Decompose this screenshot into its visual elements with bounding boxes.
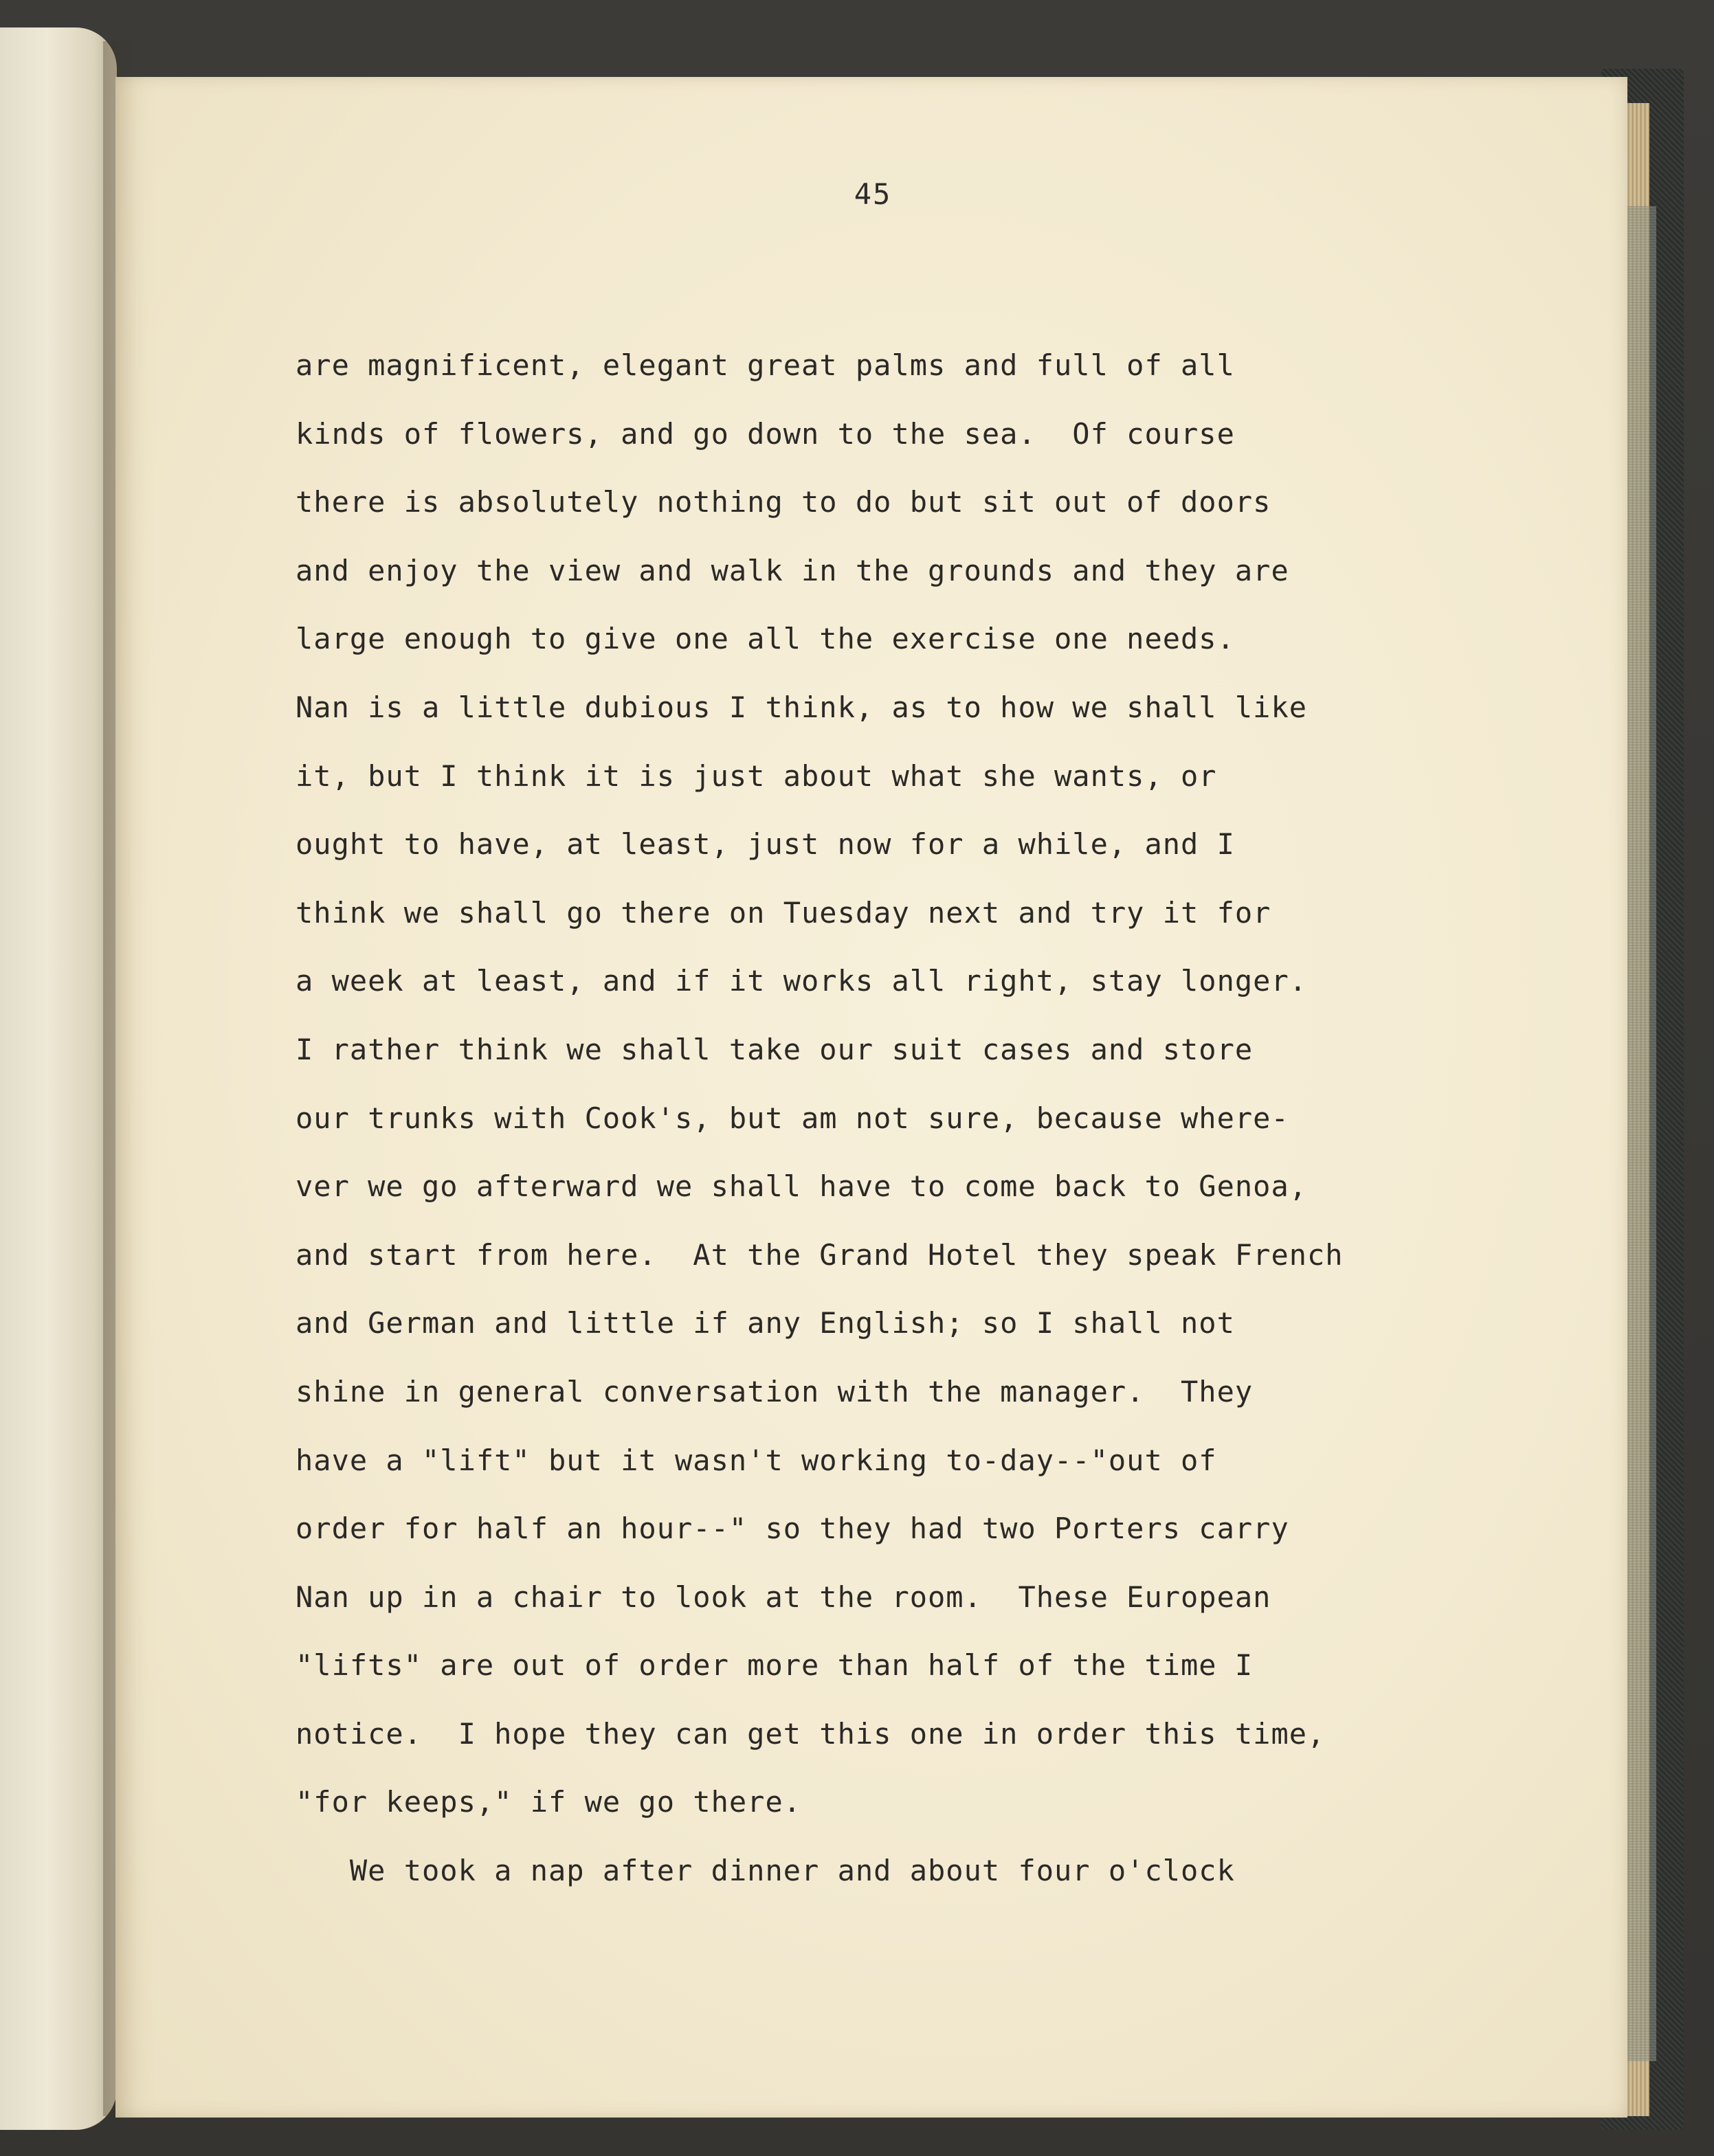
page-number: 45: [854, 177, 892, 211]
text-line: a week at least, and if it works all right, stay longer.: [296, 964, 1308, 998]
text-line: it, but I think it is just about what she wants, or: [296, 759, 1217, 793]
text-line: ought to have, at least, just now for a while, and I: [296, 827, 1235, 862]
text-line: have a "lift" but it wasn't working to-day--"out of: [296, 1443, 1217, 1477]
text-line: think we shall go there on Tuesday next and try it for: [296, 895, 1271, 930]
text-line: I rather think we shall take our suit cases and store: [296, 1032, 1254, 1066]
text-line: order for half an hour--" so they had two Porters carry: [296, 1512, 1289, 1546]
text-line: "for keeps," if we go there.: [296, 1785, 802, 1819]
text-line: ver we go afterward we shall have to come back to Genoa,: [296, 1169, 1308, 1204]
text-line: notice. I hope they can get this one in order this time,: [296, 1716, 1326, 1751]
text-line: kinds of flowers, and go down to the sea. Of course: [296, 416, 1235, 451]
facing-page: [0, 27, 117, 2130]
text-line: are magnificent, elegant great palms and full of all: [296, 348, 1235, 382]
text-line: there is absolutely nothing to do but sit out of doors: [296, 485, 1271, 519]
text-line: and start from here. At the Grand Hotel they speak French: [296, 1237, 1344, 1272]
text-line: and enjoy the view and walk in the grounds and they are: [296, 553, 1289, 587]
text-line: We took a nap after dinner and about four o'clock: [296, 1854, 1235, 1888]
text-line: shine in general conversation with the manager. They: [296, 1374, 1254, 1408]
page-body-text: [296, 344, 1533, 1918]
text-line: "lifts" are out of order more than half of the time I: [296, 1648, 1254, 1683]
text-line: our trunks with Cook's, but am not sure, because where-: [296, 1101, 1289, 1135]
text-line: Nan is a little dubious I think, as to how we shall like: [296, 690, 1308, 724]
text-line: and German and little if any English; so I shall not: [296, 1306, 1235, 1340]
text-line: large enough to give one all the exercise one needs.: [296, 622, 1235, 656]
text-line: Nan up in a chair to look at the room. These European: [296, 1580, 1271, 1614]
